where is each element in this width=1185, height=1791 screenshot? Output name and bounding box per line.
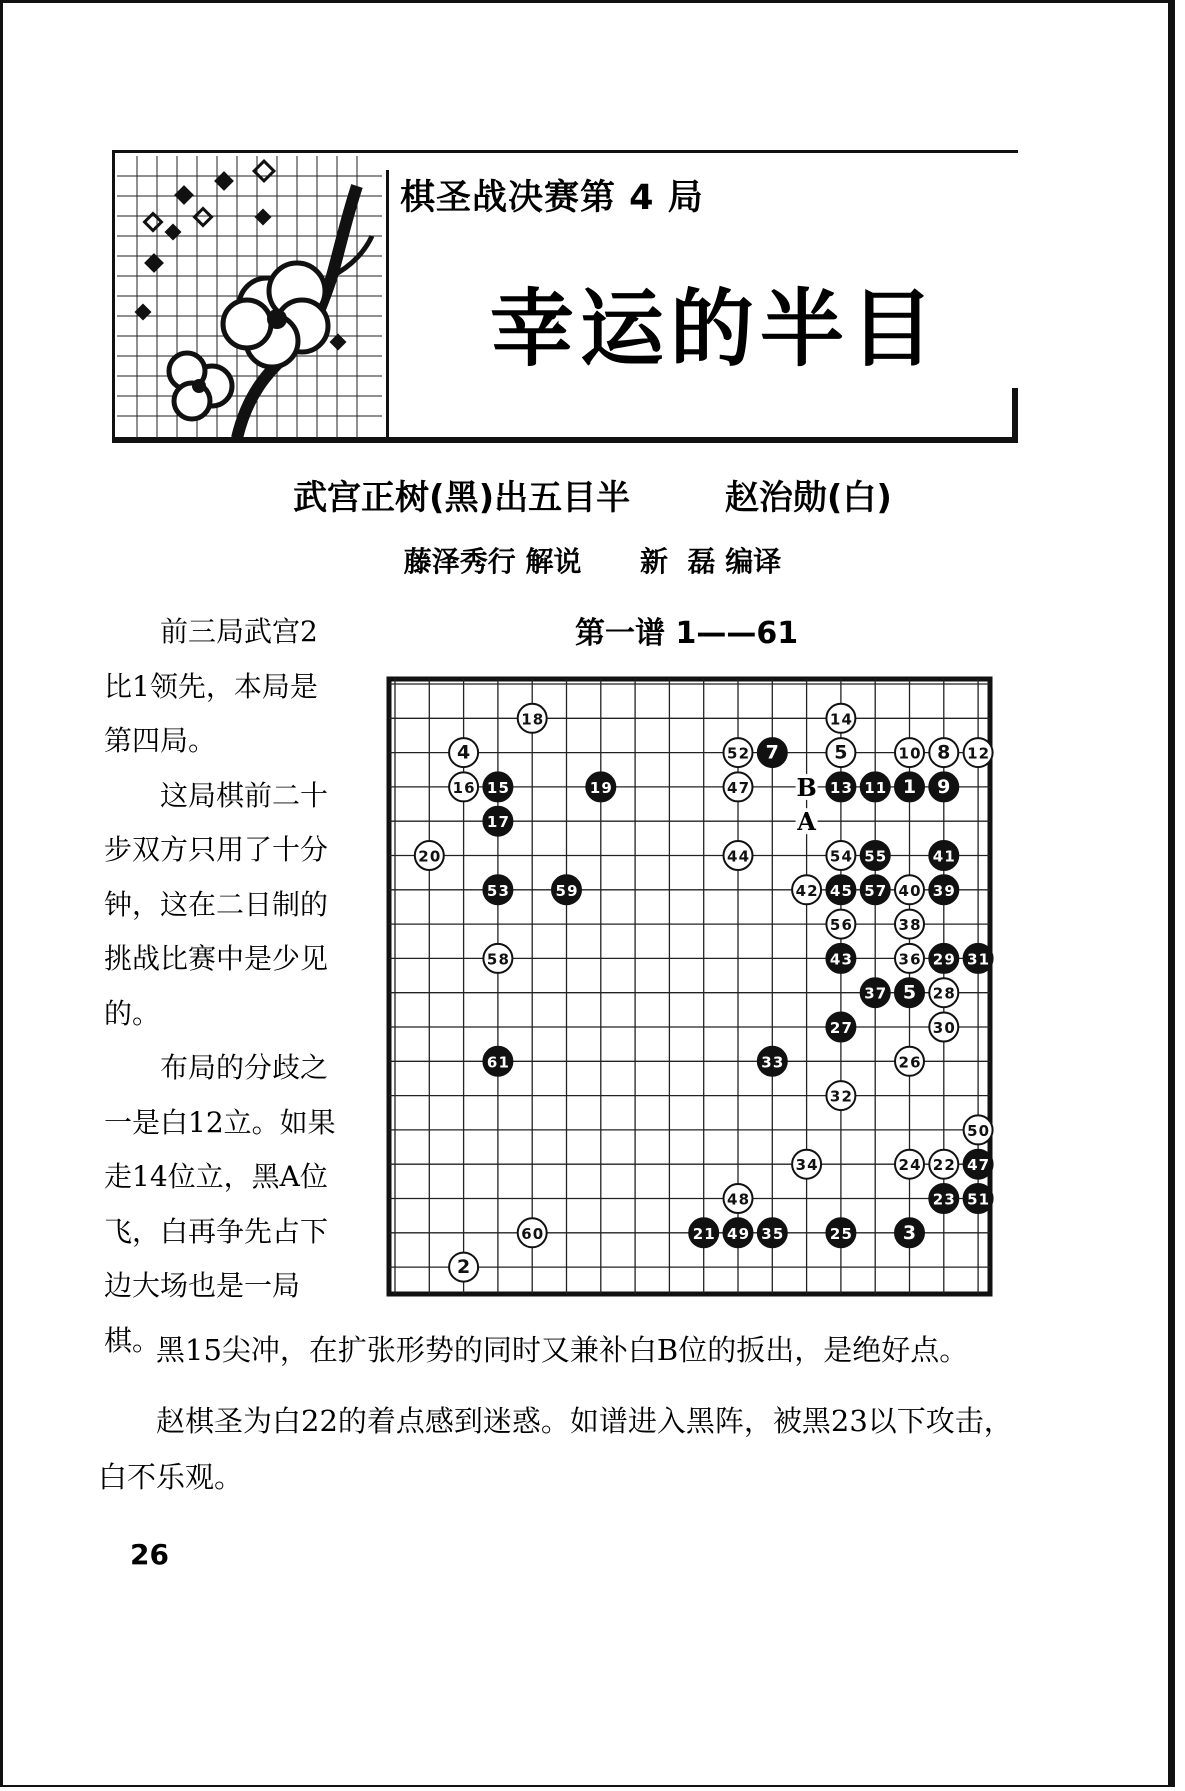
series-title: 棋圣战决赛第 4 局 bbox=[400, 178, 704, 218]
stone-move-number: 7 bbox=[765, 741, 779, 764]
board-point-label: B bbox=[796, 772, 817, 802]
stone-move-number: 58 bbox=[486, 950, 509, 969]
stone-move-number: 26 bbox=[898, 1053, 921, 1072]
stone-move-number: 42 bbox=[795, 881, 818, 900]
black-stone-17 bbox=[483, 807, 512, 836]
body-text bbox=[98, 1322, 1018, 1520]
players-line: 武宫正树(黑)出五目半 赵治勋(白) bbox=[293, 478, 892, 518]
stone-move-number: 54 bbox=[829, 847, 852, 866]
white-stone-52 bbox=[724, 738, 753, 767]
stone-move-number: 59 bbox=[555, 881, 578, 900]
black-stone-31 bbox=[964, 944, 993, 973]
white-stone-8 bbox=[929, 738, 958, 767]
side-paragraph: 这局棋前二十步双方只用了十分钟，这在二日制的挑战比赛中是少见的。 bbox=[104, 778, 329, 1030]
stone-move-number: 5 bbox=[902, 981, 917, 1004]
stone-move-number: 11 bbox=[864, 778, 887, 797]
stone-move-number: 9 bbox=[937, 775, 951, 798]
stone-move-number: 33 bbox=[761, 1053, 784, 1072]
white-stone-54 bbox=[826, 841, 855, 870]
white-stone-12 bbox=[964, 738, 993, 767]
stone-move-number: 41 bbox=[932, 847, 955, 866]
title-frame-corner bbox=[1012, 388, 1018, 443]
stone-move-number: 13 bbox=[829, 778, 852, 797]
black-stone-7 bbox=[758, 738, 787, 767]
black-stone-5 bbox=[895, 978, 924, 1007]
stone-move-number: 22 bbox=[932, 1156, 955, 1175]
stone-move-number: 14 bbox=[829, 710, 852, 729]
white-stone-20 bbox=[415, 841, 444, 870]
white-stone-44 bbox=[724, 841, 753, 870]
stone-move-number: 57 bbox=[864, 881, 887, 900]
black-stone-43 bbox=[826, 944, 855, 973]
white-stone-18 bbox=[518, 704, 547, 733]
black-stone-37 bbox=[861, 978, 890, 1007]
stone-move-number: 43 bbox=[829, 950, 852, 969]
stone-move-number: 18 bbox=[521, 710, 544, 729]
stone-move-number: 23 bbox=[932, 1190, 955, 1209]
diagram-title: 第一谱 1——61 bbox=[575, 616, 799, 651]
go-board-diagram bbox=[382, 665, 1002, 1305]
stone-move-number: 10 bbox=[898, 744, 921, 763]
page-number: 26 bbox=[130, 1538, 169, 1571]
black-stone-21 bbox=[689, 1218, 718, 1247]
stone-move-number: 55 bbox=[864, 847, 887, 866]
stone-move-number: 37 bbox=[864, 984, 887, 1003]
black-stone-15 bbox=[483, 772, 512, 801]
stone-move-number: 52 bbox=[727, 744, 749, 763]
black-stone-27 bbox=[826, 1013, 855, 1042]
stone-move-number: 50 bbox=[967, 1121, 990, 1140]
white-stone-26 bbox=[895, 1047, 924, 1076]
white-stone-24 bbox=[895, 1150, 924, 1179]
stone-move-number: 15 bbox=[486, 778, 509, 797]
stone-move-number: 16 bbox=[452, 778, 475, 797]
stone-move-number: 34 bbox=[795, 1156, 818, 1175]
stone-move-number: 1 bbox=[902, 775, 917, 798]
black-stone-29 bbox=[929, 944, 958, 973]
stone-move-number: 27 bbox=[829, 1019, 852, 1037]
black-stone-51 bbox=[964, 1184, 993, 1213]
stone-move-number: 30 bbox=[932, 1019, 955, 1037]
white-stone-4 bbox=[449, 738, 478, 767]
white-stone-47 bbox=[724, 772, 753, 801]
white-stone-30 bbox=[929, 1013, 958, 1042]
stone-move-number: 60 bbox=[521, 1224, 544, 1243]
stone-move-number: 21 bbox=[692, 1224, 715, 1243]
white-stone-34 bbox=[792, 1150, 821, 1179]
white-stone-14 bbox=[826, 704, 855, 733]
black-stone-49 bbox=[724, 1218, 753, 1247]
stone-move-number: 56 bbox=[829, 916, 852, 935]
white-stone-50 bbox=[964, 1115, 993, 1144]
white-stone-2 bbox=[449, 1253, 478, 1282]
black-stone-13 bbox=[826, 772, 855, 801]
black-stone-3 bbox=[895, 1218, 924, 1247]
black-stone-35 bbox=[758, 1218, 787, 1247]
black-stone-9 bbox=[929, 772, 958, 801]
white-stone-28 bbox=[929, 978, 958, 1007]
white-stone-48 bbox=[724, 1184, 753, 1213]
stone-move-number: 25 bbox=[829, 1224, 852, 1243]
stone-move-number: 38 bbox=[898, 916, 921, 935]
stone-move-number: 47 bbox=[967, 1156, 990, 1175]
side-column-text bbox=[104, 605, 344, 1368]
black-stone-25 bbox=[826, 1218, 855, 1247]
stone-move-number: 51 bbox=[967, 1190, 990, 1209]
black-stone-39 bbox=[929, 875, 958, 904]
white-stone-38 bbox=[895, 910, 924, 939]
stone-move-number: 4 bbox=[456, 741, 471, 764]
white-stone-42 bbox=[792, 875, 821, 904]
black-stone-33 bbox=[758, 1047, 787, 1076]
stone-move-number: 39 bbox=[932, 881, 955, 900]
white-stone-32 bbox=[826, 1081, 855, 1110]
stone-move-number: 12 bbox=[967, 744, 990, 763]
body-paragraph: 赵棋圣为白22的着点感到迷惑。如谱进入黑阵，被黑23以下攻击，白不乐观。 bbox=[98, 1404, 1013, 1494]
stone-move-number: 47 bbox=[727, 778, 749, 797]
black-stone-45 bbox=[826, 875, 855, 904]
black-stone-47 bbox=[964, 1150, 993, 1179]
black-stone-1 bbox=[895, 772, 924, 801]
black-stone-53 bbox=[483, 875, 512, 904]
side-paragraph: 布局的分歧之一是白12立。如果走14位立，黑A位飞，白再争先占下边大场也是一局棋。 bbox=[104, 1051, 336, 1357]
stone-move-number: 49 bbox=[727, 1224, 749, 1243]
stone-move-number: 35 bbox=[761, 1224, 784, 1243]
white-stone-40 bbox=[895, 875, 924, 904]
title-frame-divider bbox=[386, 170, 389, 440]
body-paragraph: 黑15尖冲，在扩张形势的同时又兼补白B位的扳出，是绝好点。 bbox=[156, 1333, 969, 1367]
black-stone-55 bbox=[861, 841, 890, 870]
stone-move-number: 44 bbox=[727, 847, 749, 866]
stone-move-number: 5 bbox=[834, 741, 848, 764]
stone-move-number: 8 bbox=[937, 741, 951, 764]
stone-move-number: 31 bbox=[967, 950, 990, 969]
stone-move-number: 40 bbox=[898, 881, 921, 900]
stone-move-number: 48 bbox=[727, 1190, 749, 1209]
white-stone-5 bbox=[826, 738, 855, 767]
black-stone-61 bbox=[483, 1047, 512, 1076]
stone-move-number: 29 bbox=[932, 950, 955, 969]
white-stone-36 bbox=[895, 944, 924, 973]
stone-move-number: 28 bbox=[932, 984, 955, 1003]
white-stone-10 bbox=[895, 738, 924, 767]
stone-move-number: 32 bbox=[829, 1087, 852, 1106]
stone-move-number: 61 bbox=[486, 1053, 509, 1072]
black-stone-59 bbox=[552, 875, 581, 904]
stone-move-number: 45 bbox=[829, 881, 852, 900]
stone-move-number: 20 bbox=[418, 847, 441, 866]
black-stone-23 bbox=[929, 1184, 958, 1213]
stone-move-number: 19 bbox=[589, 778, 612, 797]
black-stone-57 bbox=[861, 875, 890, 904]
plum-blossom-illustration bbox=[117, 156, 382, 438]
stone-move-number: 36 bbox=[898, 950, 921, 969]
black-stone-11 bbox=[861, 772, 890, 801]
stone-move-number: 2 bbox=[456, 1256, 471, 1279]
board-point-label: A bbox=[797, 807, 816, 837]
stone-move-number: 3 bbox=[902, 1221, 917, 1244]
white-stone-56 bbox=[826, 910, 855, 939]
white-stone-60 bbox=[518, 1218, 547, 1247]
article-title: 幸运的半目 bbox=[490, 280, 941, 378]
white-stone-22 bbox=[929, 1150, 958, 1179]
stone-move-number: 53 bbox=[486, 881, 509, 900]
white-stone-58 bbox=[483, 944, 512, 973]
black-stone-41 bbox=[929, 841, 958, 870]
stone-move-number: 17 bbox=[486, 813, 509, 832]
side-paragraph: 前三局武宫2比1领先，本局是第四局。 bbox=[104, 615, 318, 757]
stone-move-number: 24 bbox=[898, 1156, 921, 1175]
white-stone-16 bbox=[449, 772, 478, 801]
black-stone-19 bbox=[586, 772, 615, 801]
credits-line: 藤泽秀行 解说 新 磊 编译 bbox=[403, 545, 782, 578]
